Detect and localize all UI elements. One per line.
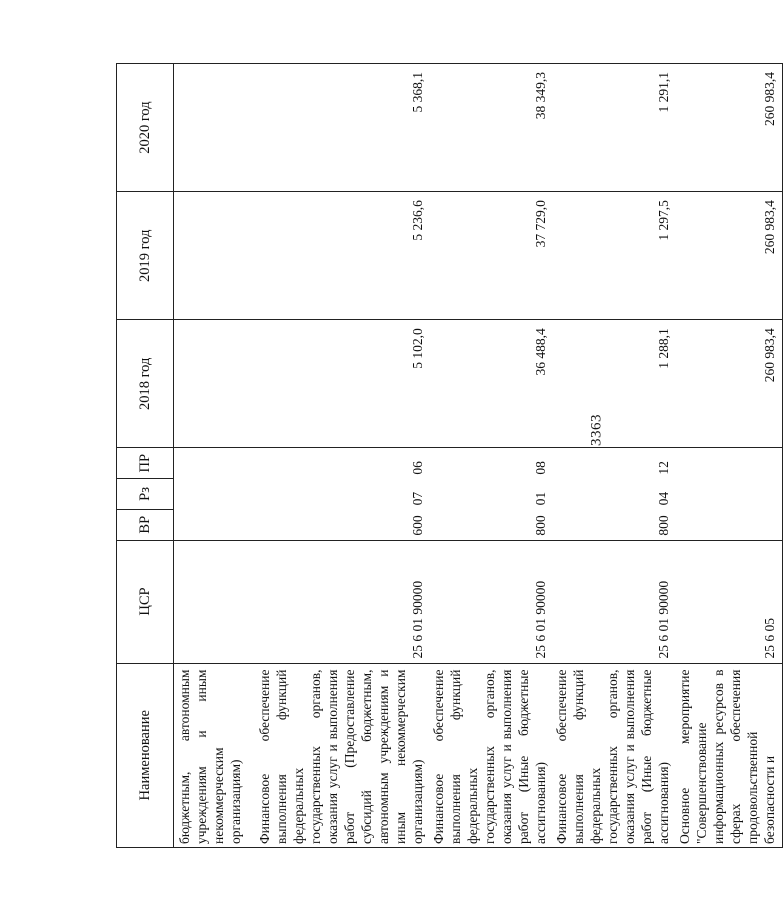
budget-table [116,63,783,848]
header-csr: ЦСР [117,540,174,663]
row-vr [174,509,257,540]
header-2020: 2020 год [117,64,174,192]
header-name: Наименование [117,663,174,847]
row-2020: 38 349,3 [430,64,553,192]
row-2018: 1 288,1 [553,320,676,448]
row-2020: 5 368,1 [256,64,430,192]
row-vr: 800 [430,509,553,540]
header-vr: ВР [117,509,174,540]
row-rz: 01 [533,491,548,506]
row-2019 [174,192,257,320]
table-row [256,64,430,848]
header-2018: 2018 год [117,320,174,448]
row-vr: 600 [256,509,430,540]
row-vr: 800 [553,509,676,540]
row-rz [174,479,257,510]
row-name: Основное мероприятие "Совершенствование информационных ресурсов в сферах обеспечения продовольственной безопасности и [676,663,783,847]
row-csr: 25 6 01 90000 [430,540,553,663]
row-name: Финансовое обеспечение выполнения функций федеральных государственных органов, оказания услуг и выполнения работ (Иные бюджетные ассигнования) [430,663,553,847]
row-pr: 12 [553,448,676,479]
row-pr: 06 [256,448,430,479]
row-name: Финансовое обеспечение выполнения функций федеральных государственных органов, оказания услуг и выполнения работ (Предоставление субсидий бюджетным, автономным учреждениям и иным некоммерческим организациям) [256,663,430,847]
row-2019: 1 297,5 [553,192,676,320]
row-2020: 260 983,4 [676,64,783,192]
header-rz: Рз [117,479,174,510]
row-2018: 260 983,4 [676,320,783,448]
row-pr [174,448,257,479]
row-2019: 37 729,0 [430,192,553,320]
row-pr: 08 [430,448,553,479]
page-number: 3363 [588,414,605,446]
table-row [174,64,257,848]
row-rz [676,479,783,510]
table-row [553,64,676,848]
row-2019: 5 236,6 [256,192,430,320]
row-rz: 07 [410,491,425,506]
row-csr [174,540,257,663]
row-name: бюджетным, автономным учреждениям и иным некоммерческим организациям) [174,663,257,847]
header-2019: 2019 год [117,192,174,320]
row-pr [676,448,783,479]
table-header-row [117,64,174,848]
row-csr: 25 6 01 90000 [553,540,676,663]
row-2019: 260 983,4 [676,192,783,320]
row-csr: 25 6 01 90000 [256,540,430,663]
row-2020 [174,64,257,192]
row-2018: 5 102,0 [256,320,430,448]
row-csr: 25 6 05 [676,540,783,663]
row-2018: 36 488,4 [430,320,553,448]
row-vr [676,509,783,540]
row-rz: 04 [656,491,671,506]
row-name: Финансовое обеспечение выполнения функций федеральных государственных органов, оказания услуг и выполнения работ (Иные бюджетные ассигнования) [553,663,676,847]
row-2018 [174,320,257,448]
header-pr: ПР [117,448,174,479]
table-row [676,64,783,848]
table-row [430,64,553,848]
row-2020: 1 291,1 [553,64,676,192]
